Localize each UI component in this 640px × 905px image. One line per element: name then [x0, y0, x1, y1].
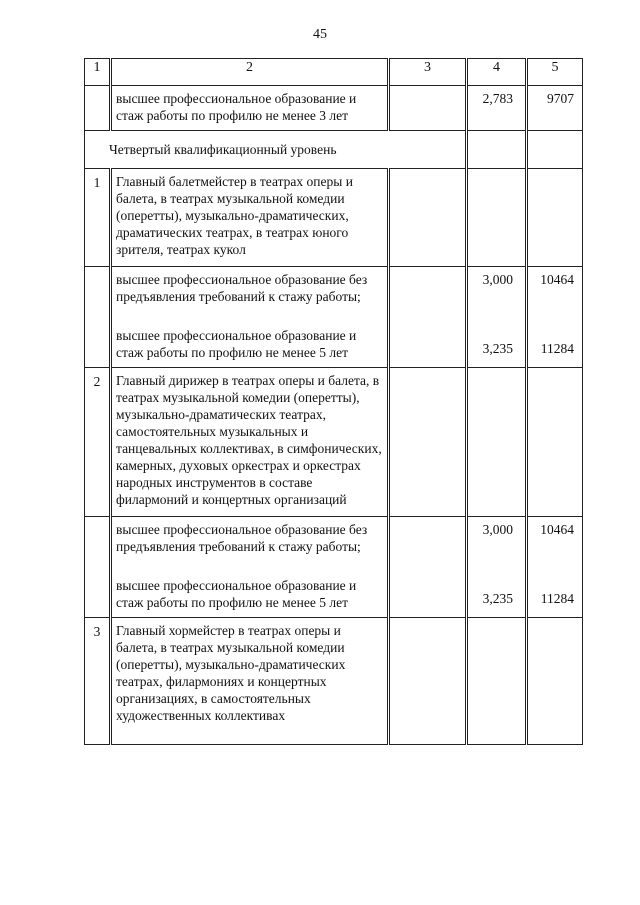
position-title: Главный балетмейстер в театрах оперы и балета, в театрах музыкальной комедии (оперетты), музыкально-драматических, драматических театрах, в театрах юного зрителя, театрах кукол [116, 174, 353, 257]
position-row [85, 368, 583, 517]
position-index: 3 [93, 624, 101, 639]
header-col-3: 3 [389, 59, 467, 86]
coefficient-value: 3,235 [482, 341, 513, 356]
coefficient-value: 3,000 [482, 522, 513, 537]
coefficient-value: 2,783 [482, 91, 513, 106]
requirement-text: высшее профессиональное образование и стаж работы по профилю не менее 3 лет [116, 91, 357, 123]
coefficient-value: 3,235 [482, 591, 513, 606]
requirement-row [85, 517, 583, 618]
position-index: 2 [93, 374, 101, 389]
salary-value: 9707 [547, 91, 574, 106]
position-index: 1 [93, 175, 101, 190]
requirement-text: высшее профессиональное образование и стаж работы по профилю не менее 5 лет [116, 578, 357, 610]
position-title: Главный дирижер в театрах оперы и балета, в театрах музыкальной комедии (оперетты), музыкально-драматических театрах, самостоятельных музыкальных и танцевальных коллективах, в симфонических, камерных, духовых оркестрах и оркестрах народных инструментов в составе филармоний и концертных организаций [116, 373, 382, 507]
requirement-text: высшее профессиональное образование без предъявления требований к стажу работы; [116, 272, 368, 304]
position-title: Главный хормейстер в театрах оперы и балета, в театрах музыкальной комедии (оперетты), музыкально-драматических театрах, филармониях и концертных организациях, в самостоятельных художественных коллективах [116, 623, 346, 723]
table-row [85, 86, 583, 131]
salary-value: 11284 [540, 591, 574, 606]
salary-value: 11284 [540, 341, 574, 356]
salary-value: 10464 [540, 272, 574, 287]
requirement-text: высшее профессиональное образование и стаж работы по профилю не менее 5 лет [116, 328, 357, 360]
requirement-row [85, 267, 583, 368]
coefficient-value: 3,000 [482, 272, 513, 287]
level-title: Четвертый квалификационный уровень [85, 131, 467, 169]
qualification-table [84, 58, 583, 745]
header-col-4: 4 [467, 59, 527, 86]
header-col-1: 1 [85, 59, 111, 86]
page-number: 45 [313, 27, 327, 42]
header-row [85, 59, 583, 86]
header-col-5: 5 [527, 59, 583, 86]
position-row [85, 618, 583, 745]
position-row [85, 169, 583, 267]
salary-value: 10464 [540, 522, 574, 537]
level-heading-row [85, 131, 583, 169]
requirement-text: высшее профессиональное образование без предъявления требований к стажу работы; [116, 522, 368, 554]
header-col-2: 2 [111, 59, 389, 86]
